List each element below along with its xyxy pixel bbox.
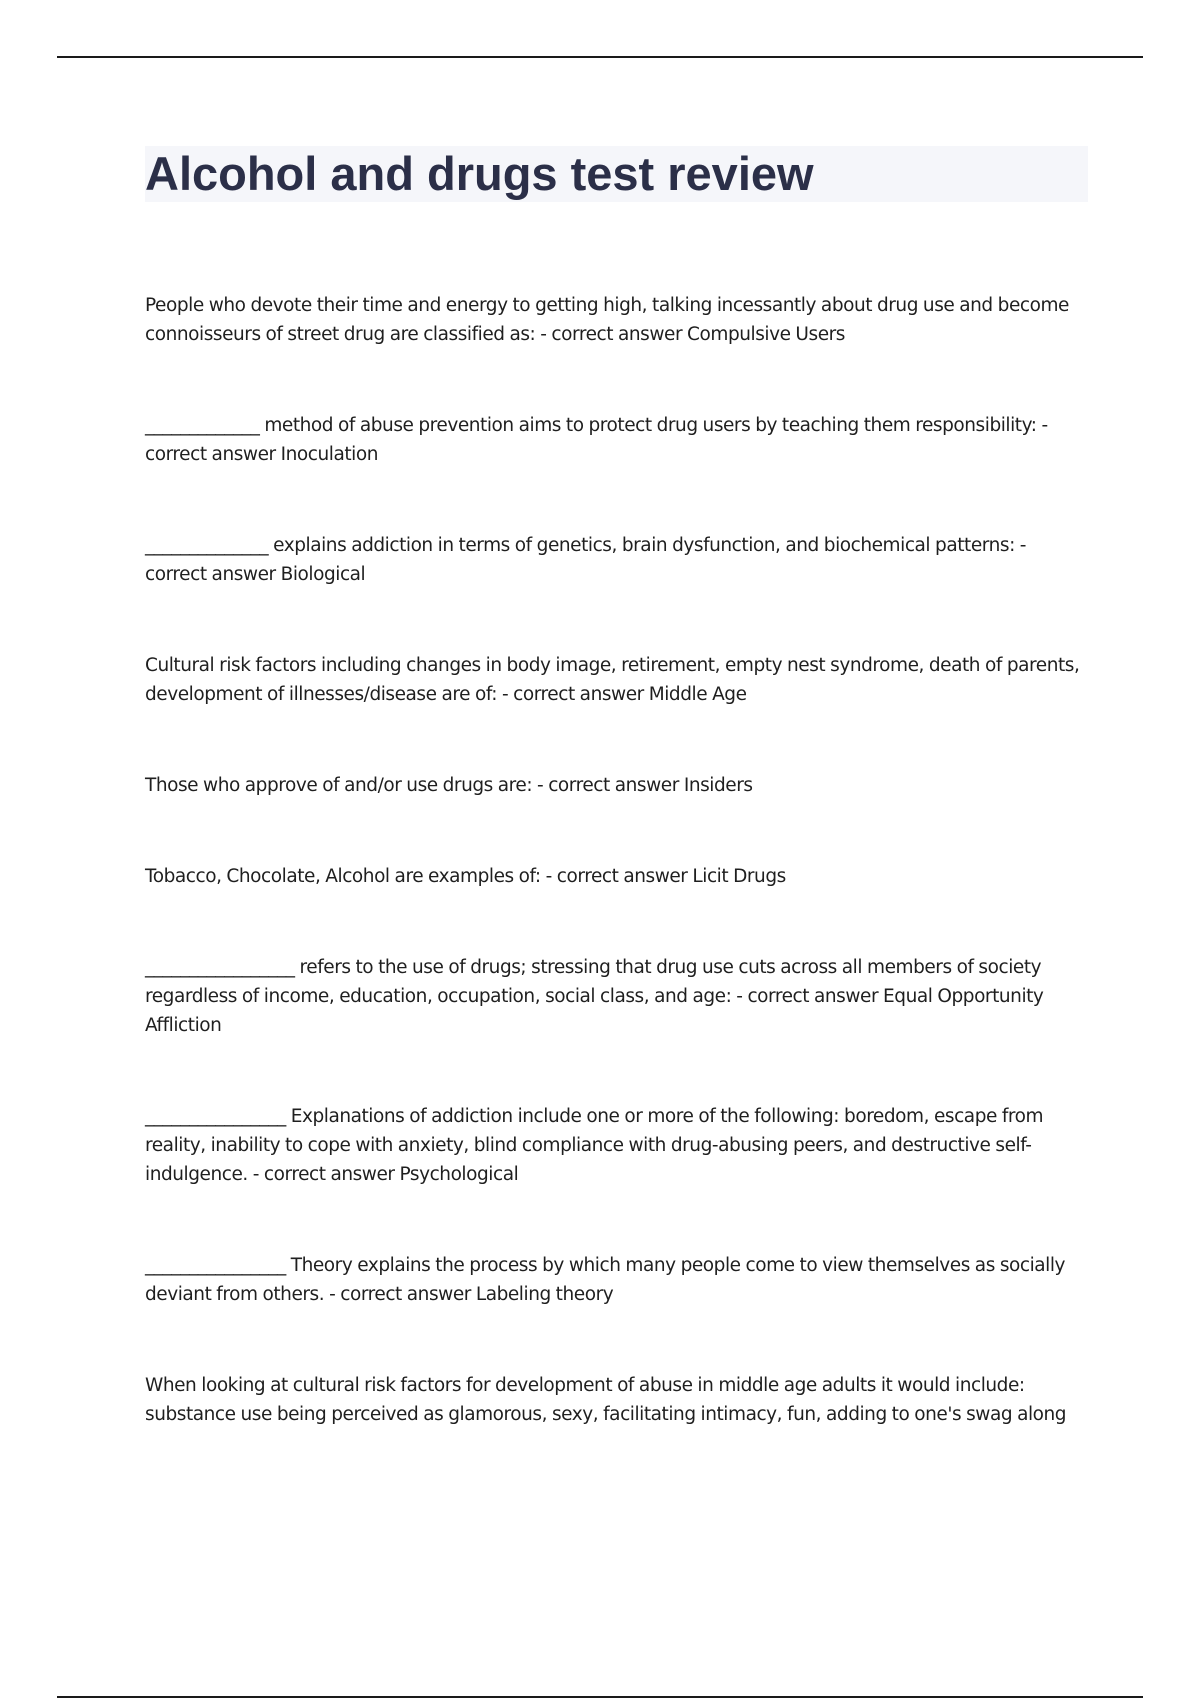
question-item-1: People who devote their time and energy to getting high, talking incessantly about drug use and become connoisseurs of street drug are classified as: - correct answer Compulsive Users	[145, 295, 1069, 345]
question-item-9: ________________ Theory explains the process by which many people come to view themselves as socially deviant from others. - correct answer Labeling theory	[145, 1255, 1066, 1305]
question-item-2: _____________ method of abuse prevention aims to protect drug users by teaching them responsibility: - correct answer Inoculation	[145, 415, 1048, 465]
question-item-3: ______________ explains addiction in terms of genetics, brain dysfunction, and biochemical patterns: - correct answer Biological	[145, 535, 1027, 585]
top-rule	[57, 56, 1143, 58]
question-item-4: Cultural risk factors including changes in body image, retirement, empty nest syndrome, death of parents, development of illnesses/disease are of: - correct answer Middle Age	[145, 655, 1080, 705]
question-item-7: _________________ refers to the use of drugs; stressing that drug use cuts across all members of society regardless of income, education, occupation, social class, and age: - correct answer Equal Opportunity Affliction	[145, 957, 1044, 1036]
bottom-rule	[57, 1696, 1143, 1698]
question-item-10: When looking at cultural risk factors for development of abuse in middle age adults it would include: substance use being perceived as glamorous, sexy, facilitating intimacy, fun, adding to one's swag along	[145, 1375, 1067, 1425]
page-title: Alcohol and drugs test review	[145, 147, 814, 200]
question-item-5: Those who approve of and/or use drugs are: - correct answer Insiders	[145, 775, 753, 796]
question-item-8: ________________ Explanations of addiction include one or more of the following: boredom, escape from reality, inability to cope with anxiety, blind compliance with drug-abusing peers, and destructive self-indulgence. - correct answer Psychological	[145, 1106, 1044, 1185]
question-item-6: Tobacco, Chocolate, Alcohol are examples of: - correct answer Licit Drugs	[145, 866, 786, 887]
